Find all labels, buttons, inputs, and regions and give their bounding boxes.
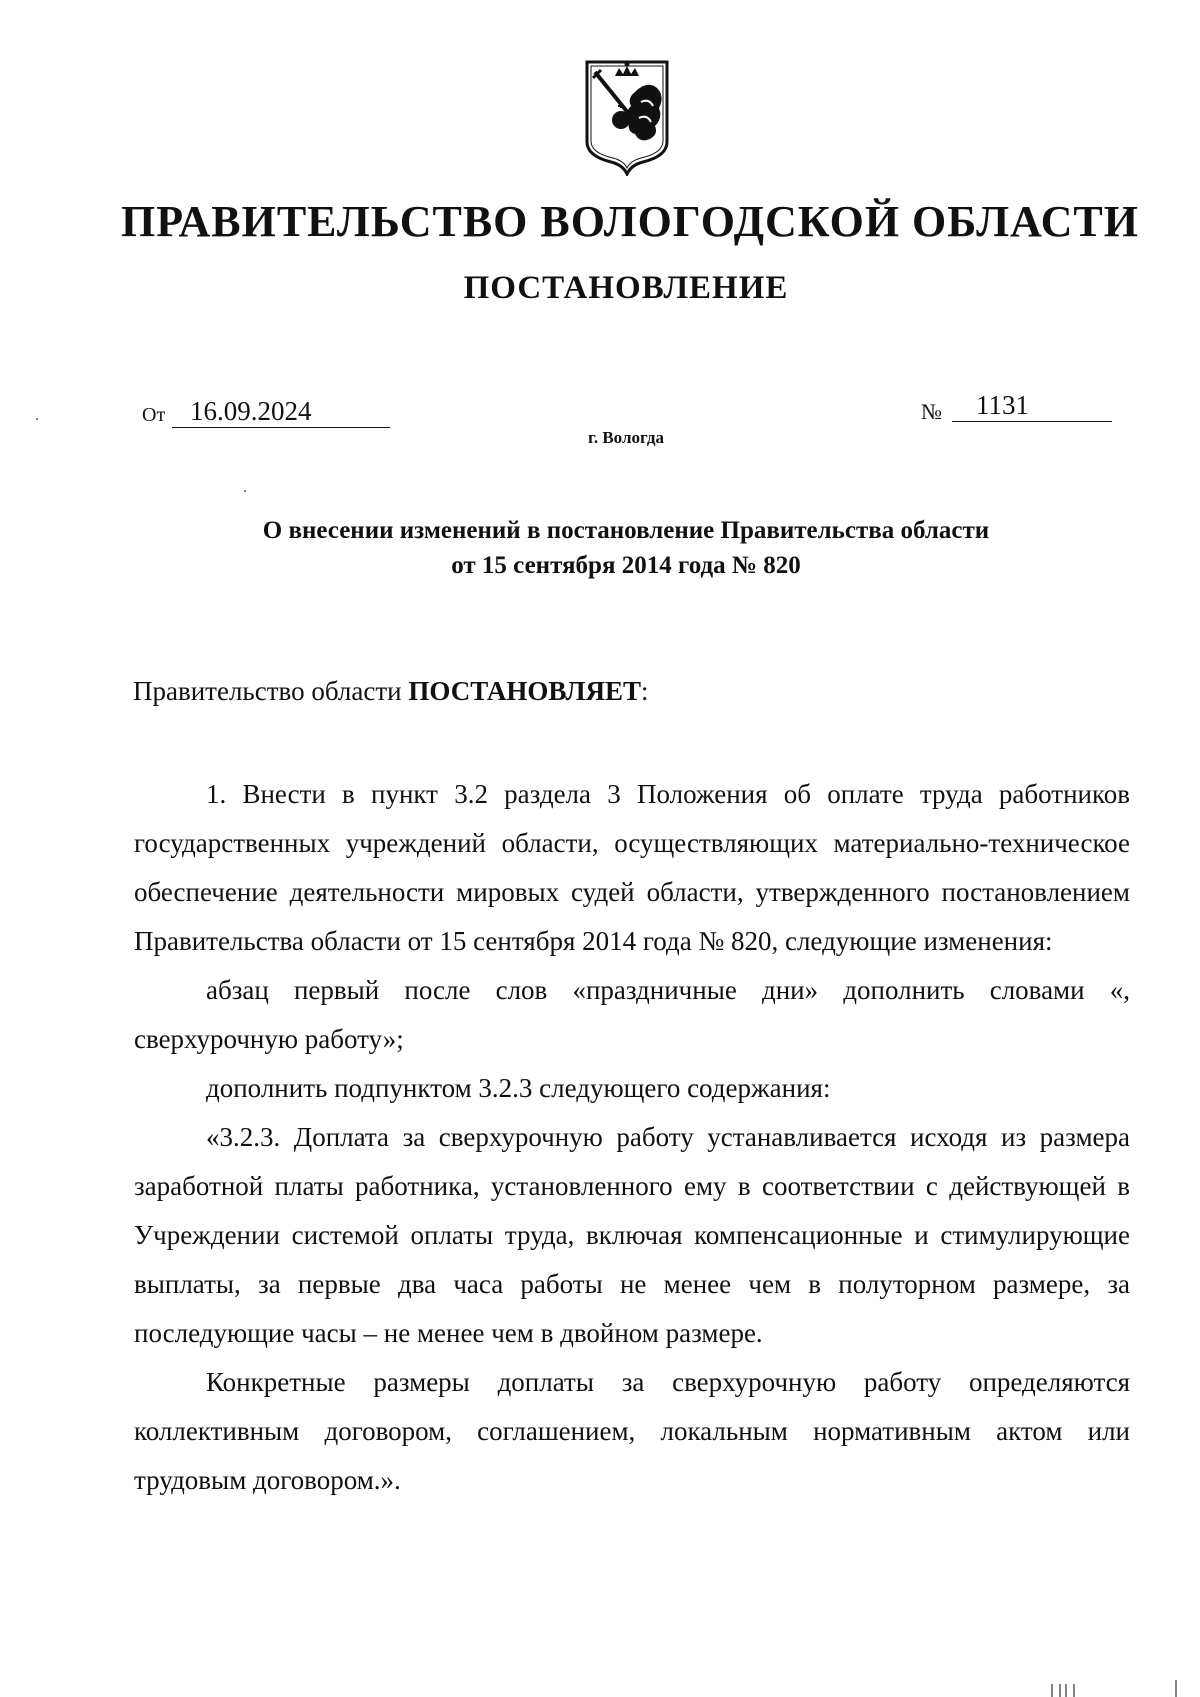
- document-number: 1131: [952, 390, 1112, 422]
- preamble: [133, 676, 649, 707]
- number-label: №: [921, 399, 942, 424]
- subject-line-2: от 15 сентября 2014 года № 820: [451, 552, 801, 579]
- document-type: ПОСТАНОВЛЕНИЕ: [463, 270, 789, 306]
- paragraph-5: Конкретные размеры доплаты за сверхурочную работу определяются коллективным договором, соглашением, локальным нормативным актом или трудовым договором.».: [134, 1367, 1130, 1495]
- scan-marks: [1050, 1680, 1180, 1697]
- preamble-text: Правительство области: [133, 676, 402, 706]
- date-label: От: [142, 404, 166, 426]
- preamble-suffix: :: [640, 676, 649, 706]
- scan-dot: [244, 490, 246, 492]
- city-label: г. Вологда: [588, 428, 664, 447]
- preamble-emphasis: ПОСТАНОВЛЯЕТ: [408, 676, 641, 706]
- document-subject: [0, 513, 1200, 583]
- paragraph-1: 1. Внести в пункт 3.2 раздела 3 Положения об оплате труда работников государственных учреждений области, осуществляющих материально-техническое обеспечение деятельности мировых судей области, утвержденного постановлением Правительства области от 15 сентября 2014 года № 820, следующие изменения:: [134, 779, 1130, 956]
- scan-dot: [36, 418, 38, 420]
- date-value: 16.09.2024: [172, 396, 390, 428]
- organization-title: ПРАВИТЕЛЬСТВО ВОЛОГОДСКОЙ ОБЛАСТИ: [121, 197, 1139, 246]
- paragraph-2: абзац первый после слов «праздничные дни» дополнить словами «, сверхурочную работу»;: [134, 975, 1130, 1054]
- paragraph-3: дополнить подпунктом 3.2.3 следующего содержания:: [206, 1073, 831, 1103]
- subject-line-1: О внесении изменений в постановление Правительства области: [262, 517, 990, 544]
- paragraph-4: «3.2.3. Доплата за сверхурочную работу устанавливается исходя из размера заработной платы работника, установленного ему в соответствии с действующей в Учреждении системой оплаты труда, включая компенсационные и стимулирующие выплаты, за первые два часа работы не менее чем в полуторном размере, за последующие часы – не менее чем в двойном размере.: [134, 1122, 1130, 1348]
- document-body: [134, 770, 1130, 1505]
- coat-of-arms-icon: [583, 58, 671, 176]
